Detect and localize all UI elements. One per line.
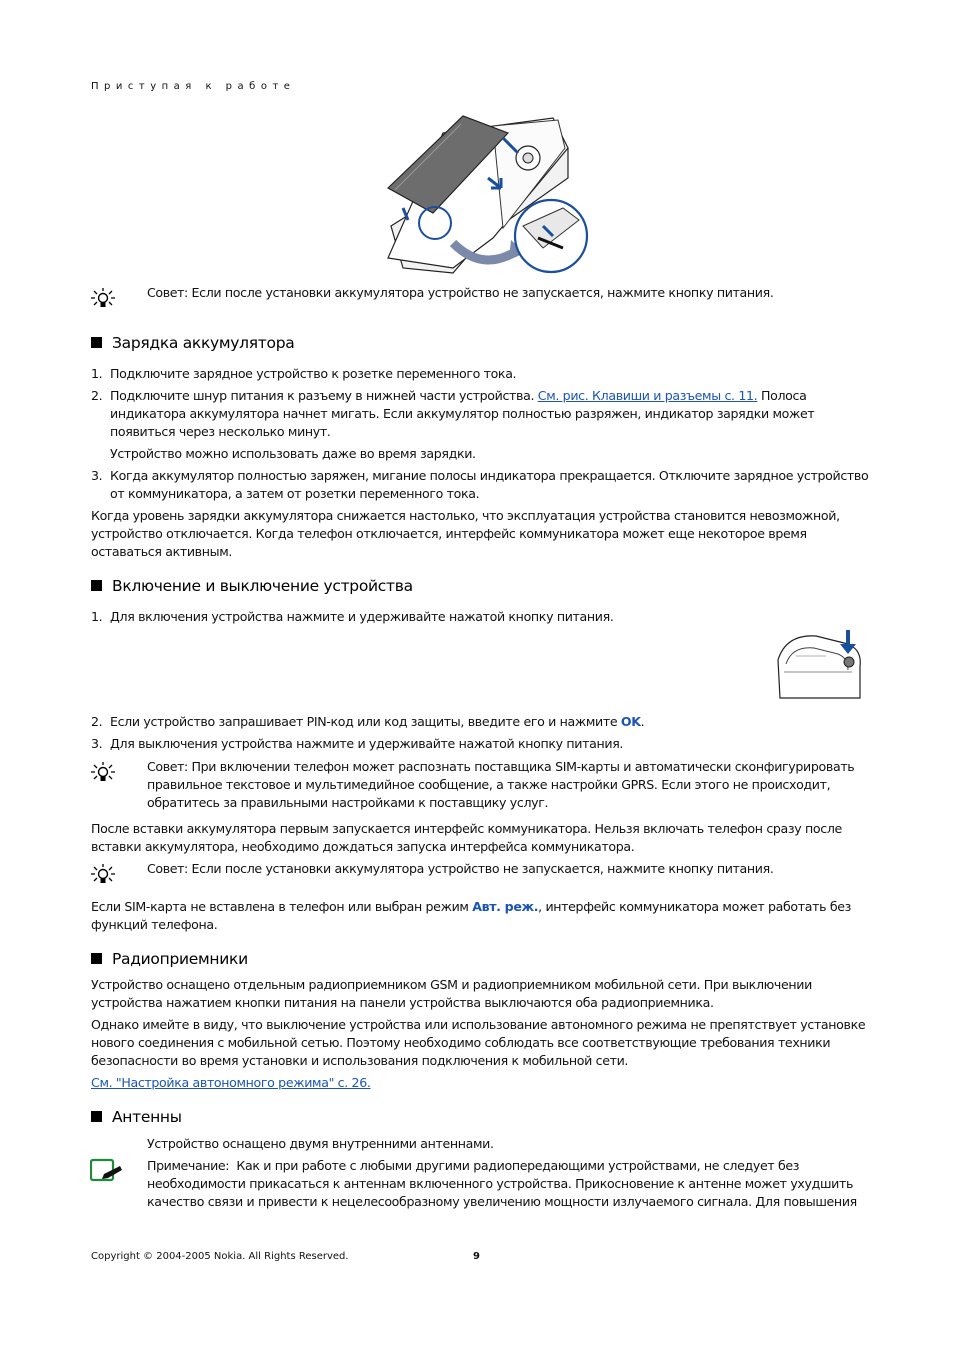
paragraph-line: Когда уровень зарядки аккумулятора снижается настолько, что эксплуатация устройства становится невозможной, bbox=[91, 508, 840, 523]
paragraph-line: вставки аккумулятора, необходимо дождаться запуска интерфейса коммуникатора. bbox=[91, 839, 635, 854]
paragraph-line: устройства нажатием кнопки питания на панели устройства выключаются оба радиоприемника. bbox=[91, 995, 714, 1010]
paragraph-line: После вставки аккумулятора первым запускается интерфейс коммуникатора. Нельзя включать телефон сразу после bbox=[91, 821, 842, 836]
paragraph-line: Устройство оснащено отдельным радиоприемником GSM и радиоприемником мобильной сети. При выключении bbox=[91, 977, 812, 992]
paragraph-line: нового соединения с мобильной сетью. Поэтому необходимо соблюдать все соответствующие требования техники bbox=[91, 1035, 831, 1050]
tip-text: Если после установки аккумулятора устройство не запускается, нажмите кнопку питания. bbox=[191, 861, 774, 876]
list-item-text: Для выключения устройства нажмите и удерживайте нажатой кнопку питания. bbox=[110, 736, 624, 751]
cross-reference-link[interactable]: См. рис. Клавиши и разъемы с. 11. bbox=[537, 388, 758, 403]
list-item-text: Подключите зарядное устройство к розетке переменного тока. bbox=[110, 366, 517, 381]
heading-bullet-icon bbox=[91, 953, 102, 964]
list-item-text: появиться через несколько минут. bbox=[110, 424, 331, 439]
section-heading-power-text: Включение и выключение устройства bbox=[112, 577, 413, 595]
tip-text: обратитесь за правильными настройками к поставщику услуг. bbox=[147, 795, 549, 810]
tip-label: Совет: bbox=[147, 285, 188, 300]
section-heading-radio-text: Радиоприемники bbox=[112, 950, 248, 968]
softkey-offline-mode: Авт. реж. bbox=[472, 899, 539, 914]
list-number: 2. bbox=[91, 388, 103, 403]
note-text: Как и при работе с любыми другими радиопередающими устройствами, не следует без bbox=[236, 1158, 800, 1173]
list-item-text bbox=[110, 387, 806, 405]
text-run: Подключите шнур питания к разъему в нижней части устройства. bbox=[110, 388, 538, 403]
paragraph-line: устройство отключается. Когда телефон отключается, интерфейс коммуникатора может еще некоторое время bbox=[91, 526, 807, 541]
heading-bullet-icon bbox=[91, 580, 102, 591]
tip-text: правильное текстовое и мультимедийное сообщение, а также настройки GPRS. Если этого не происходит, bbox=[147, 777, 831, 792]
paragraph-line: Устройство оснащено двумя внутренними антеннами. bbox=[147, 1136, 494, 1151]
power-key-figure bbox=[776, 626, 864, 700]
paragraph-line: безопасности во время установки и использования подключения к мобильной сети. bbox=[91, 1053, 629, 1068]
list-item-text bbox=[110, 713, 644, 731]
heading-bullet-icon bbox=[91, 1111, 102, 1122]
list-number: 1. bbox=[91, 609, 103, 624]
section-heading-antennas bbox=[91, 1108, 182, 1126]
softkey-ok: OK bbox=[620, 714, 641, 729]
section-heading-radio bbox=[91, 950, 248, 968]
note bbox=[147, 1157, 799, 1175]
paragraph-line bbox=[91, 898, 851, 916]
note-icon bbox=[90, 1158, 124, 1184]
cross-reference-link[interactable]: См. "Настройка автономного режима" с. 26. bbox=[91, 1075, 371, 1090]
section-heading-power bbox=[91, 577, 413, 595]
note-label: Примечание: bbox=[147, 1158, 230, 1173]
tip-label: Совет: bbox=[147, 861, 188, 876]
text-run: Если SIM-карта не вставлена в телефон или выбран режим bbox=[91, 899, 473, 914]
heading-bullet-icon bbox=[91, 337, 102, 348]
section-heading-charging bbox=[91, 334, 294, 352]
tip-text: При включении телефон может распознать поставщика SIM-карты и автоматически сконфигурировать bbox=[191, 759, 855, 774]
list-number: 2. bbox=[91, 714, 103, 729]
list-number: 1. bbox=[91, 366, 103, 381]
tip-lightbulb-icon bbox=[90, 760, 116, 786]
list-item-text: Когда аккумулятор полностью заряжен, мигание полосы индикатора прекращается. Отключите зарядное устройство bbox=[110, 468, 869, 483]
paragraph-line: оставаться активным. bbox=[91, 544, 233, 559]
list-item-text: индикатора аккумулятора начнет мигать. Если аккумулятор полностью разряжен, индикатор зарядки может bbox=[110, 406, 815, 421]
page-number: 9 bbox=[473, 1251, 480, 1262]
section-heading-antennas-text: Антенны bbox=[112, 1108, 182, 1126]
list-item-text: от коммуникатора, а затем от розетки переменного тока. bbox=[110, 486, 480, 501]
text-run: Полоса bbox=[757, 388, 807, 403]
paragraph-line: Однако имейте в виду, что выключение устройства или использование автономного режима не препятствует установке bbox=[91, 1017, 866, 1032]
tip-lightbulb-icon bbox=[90, 862, 116, 888]
note-text: необходимости прикасаться к антеннам включенного устройства. Прикосновение к антенне может ухудшить bbox=[147, 1176, 854, 1191]
battery-installation-figure bbox=[383, 108, 593, 276]
tip-2 bbox=[147, 758, 854, 776]
section-heading-charging-text: Зарядка аккумулятора bbox=[112, 334, 295, 352]
text-run: . bbox=[640, 714, 645, 729]
tip-1 bbox=[147, 284, 774, 302]
text-run: , интерфейс коммуникатора может работать без bbox=[538, 899, 851, 914]
paragraph-line: функций телефона. bbox=[91, 917, 218, 932]
text-run: Если устройство запрашивает PIN-код или код защиты, введите его и нажмите bbox=[110, 714, 621, 729]
running-header: Приступая к работе bbox=[91, 81, 296, 92]
list-number: 3. bbox=[91, 736, 103, 751]
list-number: 3. bbox=[91, 468, 103, 483]
tip-1-text: Если после установки аккумулятора устройство не запускается, нажмите кнопку питания. bbox=[191, 285, 774, 300]
tip-label: Совет: bbox=[147, 759, 188, 774]
tip-3 bbox=[147, 860, 774, 878]
list-item-text: Для включения устройства нажмите и удерживайте нажатой кнопку питания. bbox=[110, 609, 614, 624]
list-item-note: Устройство можно использовать даже во время зарядки. bbox=[110, 446, 476, 461]
note-text: качество связи и привести к нецелесообразному увеличению мощности излучаемого сигнала. Для повышения bbox=[147, 1194, 857, 1209]
tip-lightbulb-icon bbox=[90, 286, 116, 312]
footer-copyright: Copyright © 2004-2005 Nokia. All Rights Reserved. bbox=[91, 1251, 349, 1262]
